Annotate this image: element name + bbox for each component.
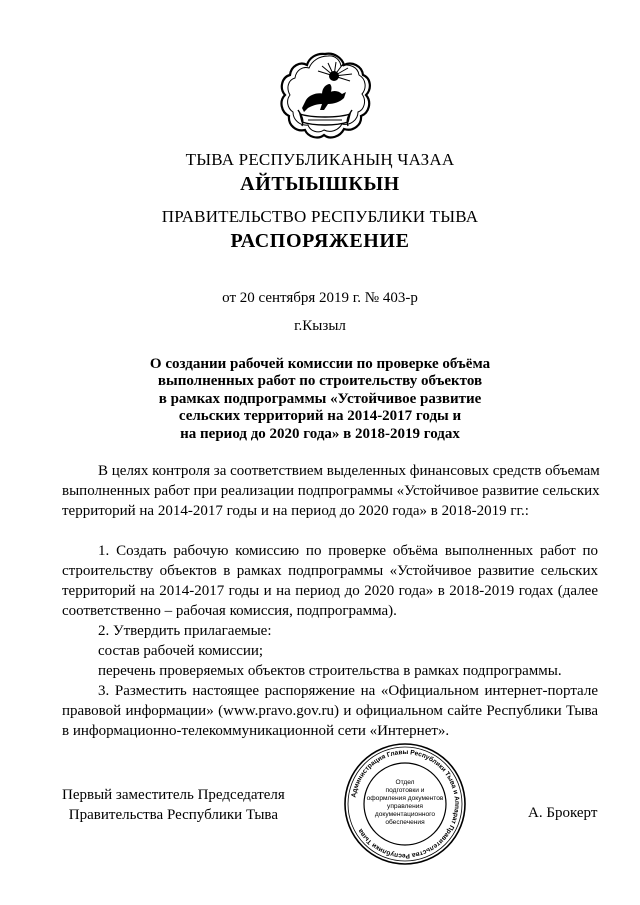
item-2-paragraph: 2. Утвердить прилагаемые: <box>98 623 272 639</box>
coat-of-arms-tuva-icon <box>278 50 372 142</box>
item-2-sublist-first: состав рабочей комиссии; <box>98 643 264 659</box>
stamp-center-line: подготовки и <box>385 787 425 794</box>
intro-paragraph <box>62 461 598 521</box>
title-line: на период до 2020 года» в 2018-2019 годах <box>180 425 460 442</box>
stamp-center-line: Отдел <box>395 779 415 786</box>
signatory-position-line: Первый заместитель Председателя <box>62 787 285 803</box>
official-stamp <box>342 741 468 867</box>
signatory-position-line: Правительства Республики Тыва <box>68 807 278 823</box>
paragraph-line: 1. Создать рабочую комиссию по проверке объёма выполненных работ по <box>98 543 598 559</box>
document-city: г.Кызыл <box>294 318 346 334</box>
paragraph-line: территорий на 2014-2017 годы и на период до 2020 года» в 2018-2019 годах (далее <box>62 583 598 599</box>
paragraph-line: правовой информации» (www.pravo.gov.ru) и официальном сайте Республики Тыва <box>62 703 598 719</box>
header-line-tuvan-government: ТЫВА РЕСПУБЛИКАНЫҢ ЧАЗАА <box>185 150 455 169</box>
stamp-center-line: обеспечения <box>385 819 425 826</box>
item-1-paragraph <box>62 541 598 621</box>
signatory-name: А. Брокерт <box>528 805 598 821</box>
item-3-paragraph <box>62 681 598 741</box>
stamp-center-line: оформления документов <box>366 795 444 802</box>
document-subject-title <box>100 356 540 443</box>
item-2-sublist-second: перечень проверяемых объектов строительства в рамках подпрограммы. <box>98 663 562 679</box>
title-line: сельских территорий на 2014-2017 годы и <box>178 408 462 425</box>
paragraph-line: в информационно-телекоммуникационной сети «Интернет». <box>62 723 450 739</box>
paragraph-line: территорий на 2014-2017 годы и на период до 2020 года» в 2018-2019 гг.: <box>62 503 529 519</box>
header-line-tuvan-order: АЙТЫЫШКЫН <box>240 173 400 195</box>
stamp-center-line: управления <box>387 803 423 810</box>
paragraph-line: В целях контроля за соответствием выделенных финансовых средств объемам <box>98 463 600 479</box>
paragraph-line: выполненных работ при реализации подпрограммы «Устойчивое развитие сельских <box>62 483 600 499</box>
title-line: в рамках подпрограммы «Устойчивое развитие <box>158 390 482 407</box>
stamp-center-line: документационного <box>374 811 436 818</box>
header-line-government: ПРАВИТЕЛЬСТВО РЕСПУБЛИКИ ТЫВА <box>161 207 479 226</box>
stamp-ring-text: Администрация Главы Республики Тыва и Аппарат Правительства Республики Тыва <box>350 748 461 860</box>
title-line: О создании рабочей комиссии по проверке объёма <box>149 356 491 372</box>
document-type-title: РАСПОРЯЖЕНИЕ <box>230 230 410 252</box>
paragraph-line: соответственно – рабочая комиссия, подпрограмма). <box>62 603 397 619</box>
paragraph-line: 3. Разместить настоящее распоряжение на «Официальном интернет-портале <box>98 683 598 699</box>
paragraph-line: строительству объектов в рамках подпрограммы «Устойчивое развитие сельских <box>62 563 598 579</box>
title-line: выполненных работ по строительству объектов <box>157 373 483 390</box>
document-date-number: от 20 сентября 2019 г. № 403-р <box>222 290 418 306</box>
signatory-position <box>62 785 285 825</box>
